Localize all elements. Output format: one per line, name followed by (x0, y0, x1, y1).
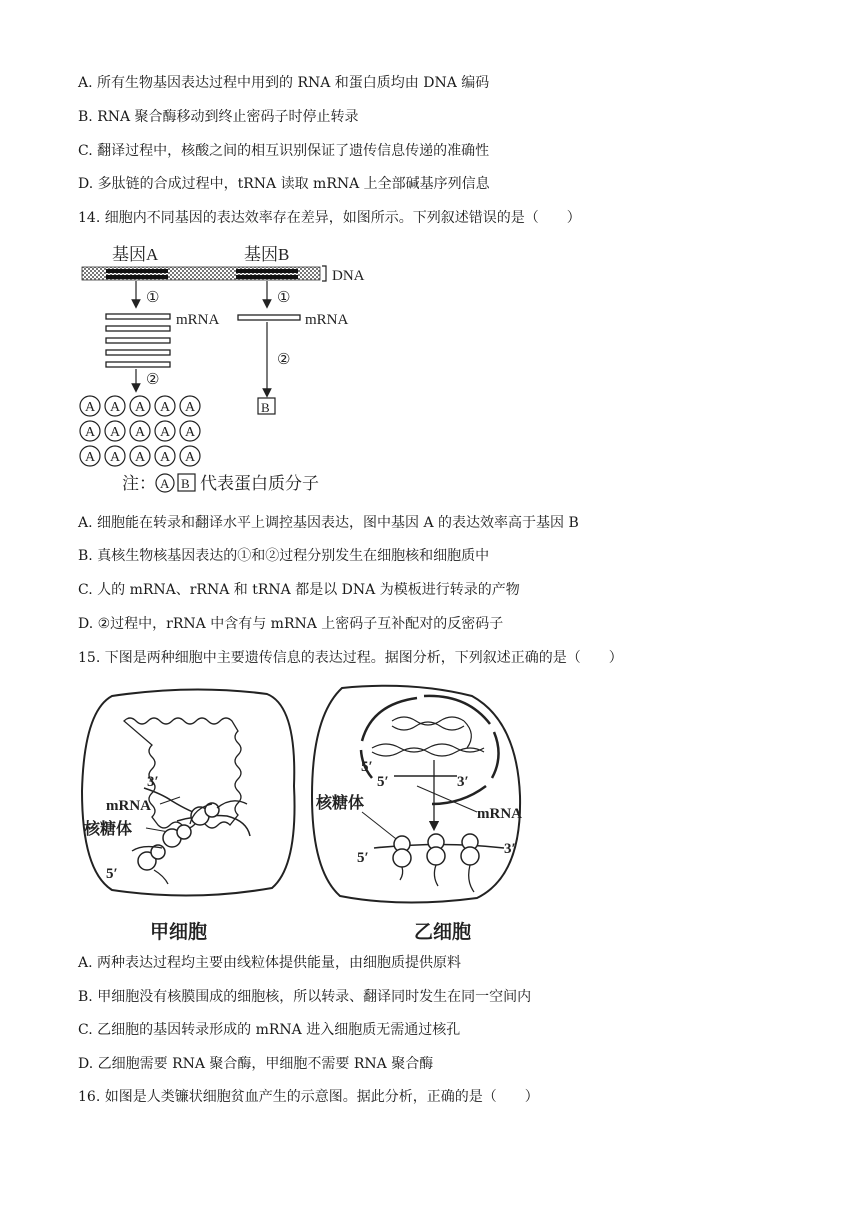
cell-a-3prime-label: 3′ (147, 774, 159, 790)
step2-label-b: ② (277, 352, 291, 368)
protein-a-letter: A (135, 450, 146, 465)
note-protein-a-letter: A (160, 476, 170, 491)
step2-label-a: ② (146, 372, 160, 388)
note-prefix: 注： (122, 474, 156, 493)
q15-option-c: C. 乙细胞的基因转录形成的 mRNA 进入细胞质无需通过核孔 (78, 1022, 461, 1038)
cell-b-caption: 乙细胞 (414, 922, 472, 943)
q15-figure (72, 676, 552, 948)
q15-option-a: A. 两种表达过程均主要由线粒体提供能量，由细胞质提供原料 (78, 955, 462, 971)
q14-option-b: B. 真核生物核基因表达的①和②过程分别发生在细胞核和细胞质中 (78, 548, 490, 564)
cell-a-caption: 甲细胞 (150, 922, 208, 943)
protein-a-letter: A (110, 425, 121, 440)
gene-b-label: 基因B (244, 245, 290, 264)
q15-stem: 15. 下图是两种细胞中主要遗传信息的表达过程。据图分析，下列叙述正确的是（ ） (78, 650, 623, 666)
protein-a-letter: A (185, 425, 196, 440)
protein-a-letter: A (185, 400, 196, 415)
q13-option-a: A. 所有生物基因表达过程中用到的 RNA 和蛋白质均由 DNA 编码 (78, 75, 490, 91)
protein-a-letter: A (135, 400, 146, 415)
protein-a-letter: A (160, 425, 171, 440)
protein-a-letter: A (110, 450, 121, 465)
protein-a-letter: A (160, 400, 171, 415)
q15-option-b: B. 甲细胞没有核膜围成的细胞核，所以转录、翻译同时发生在同一空间内 (78, 989, 532, 1005)
q16-stem: 16. 如图是人类镰状细胞贫血产生的示意图。据此分析，正确的是（ ） (78, 1089, 539, 1105)
protein-a-letter: A (85, 400, 96, 415)
mrna-a-stack (106, 314, 170, 367)
cell-b-ribosome-label: 核糖体 (316, 795, 365, 812)
protein-a-grid (80, 396, 200, 466)
q14-stem: 14. 细胞内不同基因的表达效率存在差异，如图所示。下列叙述错误的是（ ） (78, 210, 581, 226)
q15-option-d: D. 乙细胞需要 RNA 聚合酶，甲细胞不需要 RNA 聚合酶 (78, 1056, 434, 1072)
cell-b-dna-helix (372, 717, 484, 756)
cell-a-ribosome-label: 核糖体 (84, 821, 133, 838)
q14-option-a: A. 细胞能在转录和翻译水平上调控基因表达，图中基因 A 的表达效率高于基因 B (78, 515, 579, 531)
q13-option-c: C. 翻译过程中，核酸之间的相互识别保证了遗传信息传递的准确性 (78, 143, 490, 159)
note-protein-b-letter: B (181, 476, 190, 491)
protein-a-letter: A (85, 450, 96, 465)
dna-strand (82, 267, 320, 280)
cell-a-5prime-label: 5′ (106, 866, 118, 882)
mrna-b-label: mRNA (305, 312, 349, 328)
cell-a-mrna-label: mRNA (106, 798, 151, 814)
q13-option-d: D. 多肽链的合成过程中，tRNA 读取 mRNA 上全部碱基序列信息 (78, 176, 490, 192)
cell-b-3prime-label-1: 3′ (457, 774, 469, 790)
gene-a-label: 基因A (112, 245, 159, 264)
cell-b-3prime-label-2: 3′ (504, 841, 516, 857)
q14-figure (70, 238, 390, 498)
q14-option-c: C. 人的 mRNA、rRNA 和 tRNA 都是以 DNA 为模板进行转录的产物 (78, 582, 520, 598)
protein-b-letter: B (261, 400, 270, 415)
q14-option-d: D. ②过程中，rRNA 中含有与 mRNA 上密码子互补配对的反密码子 (78, 616, 504, 632)
cell-b-5prime-label-3: 5′ (357, 850, 369, 866)
mrna-a-label: mRNA (176, 312, 220, 328)
mrna-b (238, 315, 300, 320)
cell-b-5prime-label-1: 5′ (361, 759, 373, 775)
protein-a-letter: A (135, 425, 146, 440)
protein-a-letter: A (160, 450, 171, 465)
protein-a-letter: A (85, 425, 96, 440)
cell-a-membrane (82, 689, 295, 895)
q13-option-b: B. RNA 聚合酶移动到终止密码子时停止转录 (78, 109, 359, 125)
protein-a-letter: A (185, 450, 196, 465)
note-suffix: 代表蛋白质分子 (200, 474, 319, 493)
cell-b-ribosomes (393, 834, 479, 867)
cell-b-5prime-label-2: 5′ (377, 774, 389, 790)
step1-label-b: ① (277, 290, 291, 306)
cell-b-mrna-label: mRNA (477, 806, 522, 822)
step1-label-a: ① (146, 290, 160, 306)
dna-label: DNA (332, 268, 365, 284)
protein-a-letter: A (110, 400, 121, 415)
